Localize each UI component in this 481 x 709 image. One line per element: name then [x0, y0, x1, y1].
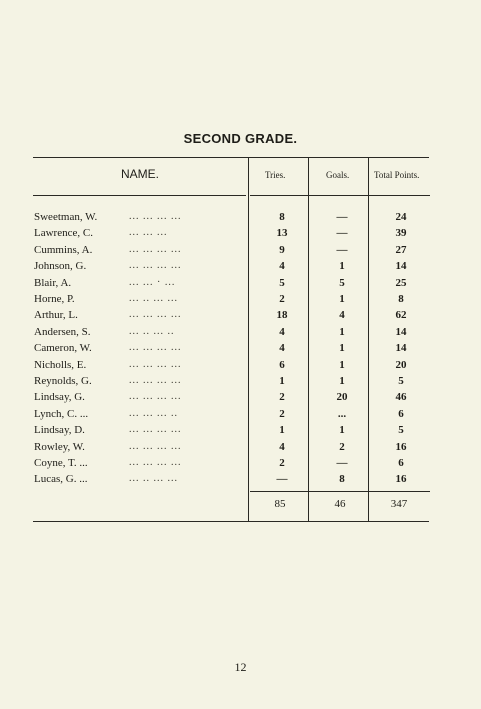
total-points-value: 6 [398, 407, 404, 420]
tries-value: 5 [279, 276, 285, 289]
goals-value: — [336, 243, 348, 256]
leader-dots: ... ... ... ... [129, 243, 182, 255]
player-name: Horne, P. [34, 293, 75, 305]
total-points-value: 16 [395, 440, 407, 453]
table-row [0, 242, 481, 258]
goals-value: 1 [339, 358, 345, 371]
player-name: Johnson, G. [34, 260, 87, 273]
tries-value: 13 [276, 227, 288, 240]
total-points-value: 39 [395, 227, 407, 240]
leader-dots: ... ... ... ... [129, 440, 182, 452]
goals-value: — [336, 457, 348, 469]
tries-value: 4 [279, 260, 285, 273]
table-row [0, 389, 481, 405]
goals-value: — [336, 211, 348, 223]
total-points-value: 27 [395, 243, 407, 256]
leader-dots: ... ... ... ... [129, 260, 182, 272]
tries-value: 2 [279, 391, 285, 404]
player-name: Lawrence, C. [34, 227, 93, 240]
goals-value: 4 [339, 309, 345, 322]
goals-value: 2 [339, 440, 345, 453]
player-name: Arthur, L. [34, 309, 78, 322]
table-row [0, 406, 481, 422]
table-row [0, 291, 481, 307]
tries-value: 4 [279, 440, 285, 453]
table-row [0, 357, 481, 373]
page-title: SECOND GRADE. [183, 131, 298, 146]
table-row [0, 373, 481, 389]
table-row [0, 422, 481, 438]
total-points-value: 6 [398, 457, 404, 469]
table-row [0, 471, 481, 487]
goals-value: 20 [336, 391, 348, 404]
page-number: 12 [234, 660, 247, 674]
leader-dots: ... ... ... ... [129, 211, 182, 222]
leader-dots: ... ... ... ... [129, 424, 182, 436]
tries-value: 2 [279, 457, 285, 469]
tries-value: — [276, 473, 288, 486]
tries-value: 4 [279, 342, 285, 355]
total-points: 347 [390, 498, 408, 510]
player-name: Cummins, A. [34, 243, 93, 256]
table-row [0, 275, 481, 291]
goals-value: ... [337, 407, 347, 420]
goals-value: 1 [339, 424, 345, 437]
tries-value: 9 [279, 243, 285, 256]
leader-dots: ... ... ... ... [129, 342, 182, 354]
leader-dots: ... ... ... .. [129, 407, 178, 419]
table-row [0, 307, 481, 323]
tries-value: 4 [279, 325, 285, 338]
leader-dots: ... .. ... ... [129, 293, 178, 304]
goals-value: 1 [339, 342, 345, 355]
header-total-points: Total Points. [374, 170, 420, 180]
leader-dots: ... ... ... ... [129, 457, 182, 468]
total-points-value: 25 [395, 276, 407, 289]
header-tries: Tries. [265, 170, 286, 180]
goals-value: — [336, 227, 348, 240]
total-points-value: 24 [395, 211, 407, 223]
totals-rule [250, 491, 430, 492]
leader-dots: ... .. ... ... [129, 473, 178, 485]
leader-dots: ... .. ... .. [129, 325, 175, 337]
player-name: Rowley, W. [34, 440, 85, 453]
goals-value: 1 [339, 260, 345, 273]
table-row [0, 209, 481, 225]
leader-dots: ... ... ... ... [129, 358, 182, 370]
player-name: Lindsay, D. [34, 424, 85, 437]
table-bottom-rule [33, 521, 429, 522]
table-top-rule [33, 157, 429, 158]
goals-value: 1 [339, 293, 345, 305]
player-name: Blair, A. [34, 276, 72, 289]
tries-value: 18 [276, 309, 288, 322]
table-row [0, 439, 481, 455]
goals-value: 5 [339, 276, 345, 289]
goals-value: 8 [339, 473, 345, 486]
tries-value: 2 [279, 407, 285, 420]
goals-value: 1 [339, 375, 345, 387]
tries-value: 6 [279, 358, 285, 371]
total-points-value: 5 [398, 424, 404, 437]
table-row [0, 455, 481, 471]
table-row [0, 225, 481, 241]
total-tries: 85 [274, 498, 286, 510]
leader-dots: ... ... · ... [129, 276, 176, 288]
total-points-value: 14 [395, 325, 407, 338]
player-name: Sweetman, W. [34, 211, 98, 223]
table-row [0, 324, 481, 340]
header-name: NAME. [121, 167, 160, 181]
leader-dots: ... ... ... ... [129, 375, 182, 386]
total-points-value: 14 [395, 342, 407, 355]
header-bottom-rule [33, 195, 246, 196]
player-name: Andersen, S. [34, 325, 91, 338]
tries-value: 1 [279, 375, 285, 387]
player-name: Lindsay, G. [34, 391, 85, 404]
total-points-value: 5 [398, 375, 404, 387]
total-points-value: 46 [395, 391, 407, 404]
leader-dots: ... ... ... ... [129, 309, 182, 321]
header-bottom-rule-cols [250, 195, 430, 196]
tries-value: 8 [279, 211, 285, 223]
player-name: Cameron, W. [34, 342, 92, 355]
player-name: Reynolds, G. [34, 375, 92, 387]
total-points-value: 62 [395, 309, 407, 322]
total-points-value: 8 [398, 293, 404, 305]
goals-value: 1 [339, 325, 345, 338]
header-goals: Goals. [326, 170, 350, 180]
total-goals: 46 [334, 498, 346, 510]
tries-value: 2 [279, 293, 285, 305]
table-row [0, 258, 481, 274]
leader-dots: ... ... ... ... [129, 391, 182, 403]
total-points-value: 14 [395, 260, 407, 273]
player-name: Lucas, G. ... [34, 473, 88, 486]
tries-value: 1 [279, 424, 285, 437]
player-name: Coyne, T. ... [34, 457, 88, 469]
player-name: Lynch, C. ... [34, 407, 89, 420]
player-name: Nicholls, E. [34, 358, 87, 371]
table-row [0, 340, 481, 356]
leader-dots: ... ... ... [129, 227, 168, 239]
total-points-value: 20 [395, 358, 407, 371]
total-points-value: 16 [395, 473, 407, 486]
